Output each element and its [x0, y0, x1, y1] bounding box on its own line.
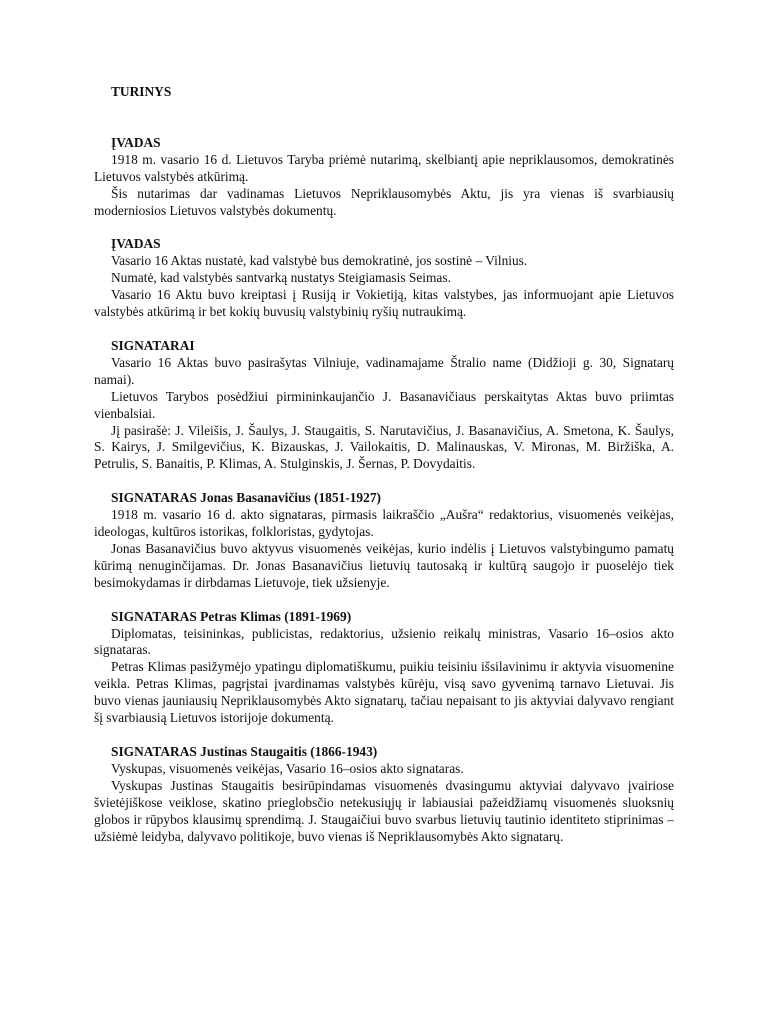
document-page: [94, 84, 674, 862]
section: [94, 744, 674, 845]
paragraph: Diplomatas, teisininkas, publicistas, redaktorius, užsienio reikalų ministras, Vasario 16–osios akto signataras.: [94, 625, 674, 658]
paragraph: Lietuvos Tarybos posėdžiui pirmininkaujančio J. Basanavičiaus perskaitytas Aktas buvo priimtas vienbalsiai.: [94, 388, 674, 421]
paragraph: 1918 m. vasario 16 d. Lietuvos Taryba priėmė nutarimą, skelbiantį apie nepriklausomos, demokratinės Lietuvos valstybės atkūrimą.: [94, 151, 674, 184]
paragraph: Vasario 16 Aktu buvo kreiptasi į Rusiją ir Vokietiją, kitas valstybes, jas informuojant apie Lietuvos valstybės atkūrimą ir bet kokių buvusių valstybinių ryšių nutraukimą.: [94, 287, 674, 320]
section-heading: [94, 490, 674, 507]
section-heading-label: SIGNATARAS: [111, 490, 197, 506]
section: [94, 338, 674, 473]
section-heading-label: SIGNATARAS: [111, 744, 197, 759]
section-heading-label: ĮVADAS: [111, 134, 161, 150]
section: [94, 490, 674, 591]
section-heading-name: Jonas Basanavičius (1851-1927): [196, 490, 381, 506]
page-title: TURINYS: [111, 84, 172, 99]
paragraph: Vyskupas Justinas Staugaitis besirūpindamas visuomenės dvasingumu aktyviai dalyvavo įvairiose švietėjiškose veiklose, skatino prieglobsčio netekusiųjų ir labiausiai pažeidžiamų visuomenės sluoksnių globos ir rūpybos klausimų sprendimą. J. Staugaičiui buvo svarbus lietuvių tautinio identiteto stiprinimas – užsiėmė leidyba, dalyvavo politikoje, buvo vienas iš Nepriklausomybės Akto signatarų.: [94, 777, 674, 844]
paragraph: Vyskupas, visuomenės veikėjas, Vasario 16–osios akto signataras.: [111, 760, 464, 776]
section-heading-name: Petras Klimas (1891-1969): [196, 608, 352, 624]
section: [94, 135, 674, 220]
section-heading-label: SIGNATARAI: [111, 337, 195, 353]
sections-container: [94, 135, 674, 846]
section-heading: [94, 236, 674, 253]
section: [94, 609, 674, 727]
section: [94, 236, 674, 321]
paragraph: Vasario 16 Aktas buvo pasirašytas Vilniuje, vadinamajame Štralio name (Didžioji g. 30, Signatarų namai).: [94, 354, 674, 387]
section-heading: [94, 135, 674, 152]
section-heading-name: Justinas Staugaitis (1866-1943): [196, 744, 378, 759]
paragraph: Petras Klimas pasižymėjo ypatingu diplomatiškumu, puikiu teisiniu išsilavinimu ir aktyvia visuomenine veikla. Petras Klimas, pagrįstai įvardinamas valstybės kūrėju, visą savo gyvenimą tarnavo Lietuvai. Jis buvo vienas jauniausių Nepriklausomybės Akto signatarų, tačiau nepaisant to jis aktyviai dalyvavo rengiant šį svarbiausią Lietuvos istorijoje dokumentą.: [94, 659, 674, 726]
section-heading-label: SIGNATARAS: [111, 608, 197, 624]
paragraph: Vasario 16 Aktas nustatė, kad valstybė bus demokratinė, jos sostinė – Vilnius.: [111, 253, 528, 269]
paragraph: Numatė, kad valstybės santvarką nustatys Steigiamasis Seimas.: [111, 270, 451, 286]
section-heading: [94, 609, 674, 626]
paragraph: Šis nutarimas dar vadinamas Lietuvos Nepriklausomybės Aktu, jis yra vienas iš svarbiausių moderniosios Lietuvos valstybės dokumentų.: [94, 185, 674, 218]
section-heading-label: ĮVADAS: [111, 236, 161, 252]
paragraph: 1918 m. vasario 16 d. akto signataras, pirmasis laikraščio „Aušra“ redaktorius, visuomenės veikėjas, ideologas, kultūros istorikas, folkloristas, gydytojas.: [94, 507, 674, 540]
paragraph: Jį pasirašė: J. Vileišis, J. Šaulys, J. Staugaitis, S. Narutavičius, J. Basanavičius, A. Smetona, K. Šaulys, S. Kairys, J. Smilgevičius, K. Bizauskas, J. Vailokaitis, D. Malinauskas, V. Mironas, M. Biržiška, A. Petrulis, S. Banaitis, P. Klimas, A. Stulginskis, J. Šernas, P. Dovydaitis.: [94, 422, 674, 472]
paragraph: Jonas Basanavičius buvo aktyvus visuomenės veikėjas, kurio indėlis į Lietuvos valstybingumo pamatų kūrimą nenuginčijamas. Dr. Jonas Basanavičius lietuvių tautosaką ir kultūrą saugojo ir puoselėjo tiek besimokydamas ir dirbdamas Lietuvoje, tiek užsienyje.: [94, 540, 674, 590]
section-heading: [94, 744, 674, 761]
section-heading: [94, 338, 674, 355]
